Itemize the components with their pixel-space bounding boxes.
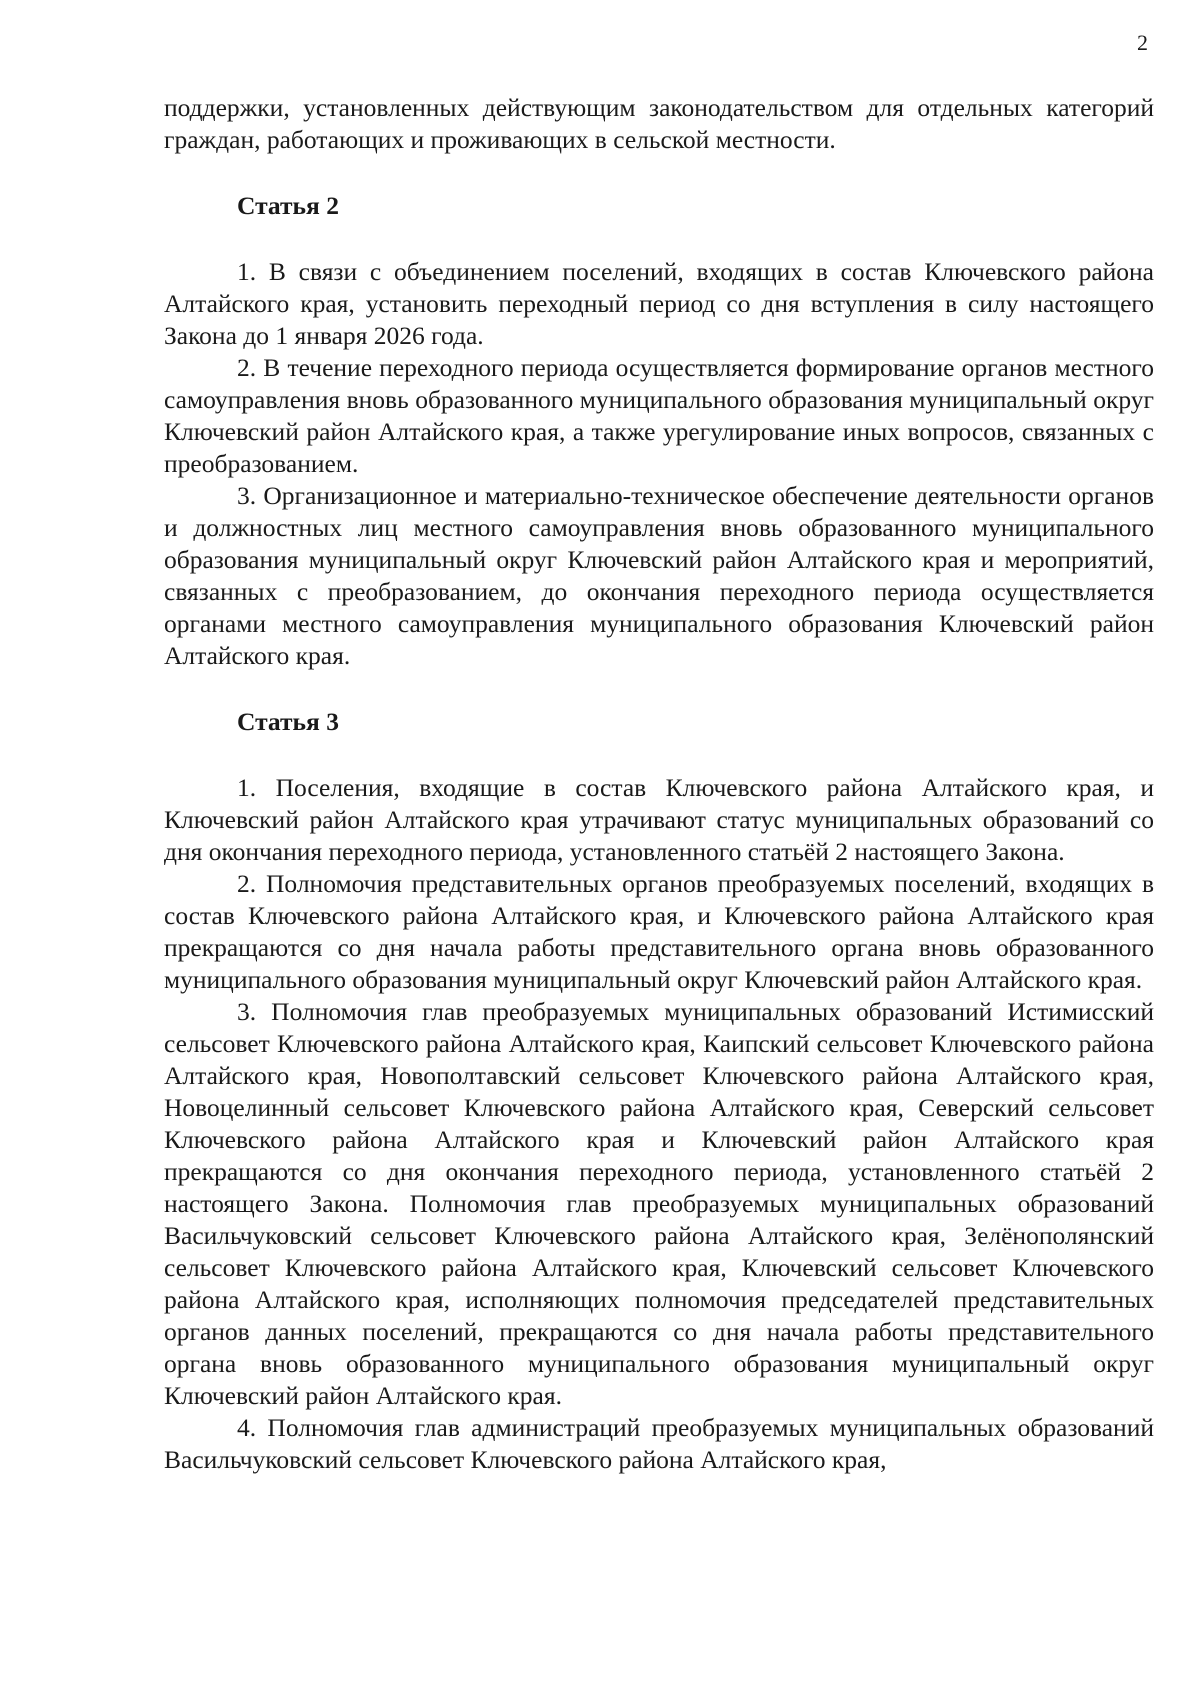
article-2-paragraph-2: 2. В течение переходного периода осуществляется формирование органов местного самоуправления вновь образованного муниципального образования муниципальный округ Ключевский район Алтайского края, а также урегулирование иных вопросов, связанных с преобразованием. bbox=[164, 353, 1154, 478]
document-body bbox=[164, 92, 1154, 1476]
article-3-paragraph-2: 2. Полномочия представительных органов преобразуемых поселений, входящих в состав Ключевского района Алтайского края, и Ключевского района Алтайского края прекращаются со дня начала работы представительного органа вновь образованного муниципального образования муниципальный округ Ключевский район Алтайского края. bbox=[164, 869, 1154, 994]
article-3-paragraph-4: 4. Полномочия глав администраций преобразуемых муниципальных образований Васильчуковский сельсовет Ключевского района Алтайского края, bbox=[164, 1413, 1154, 1474]
intro-paragraph: поддержки, установленных действующим законодательством для отдельных категорий граждан, работающих и проживающих в сельской местности. bbox=[164, 93, 1154, 154]
page-number: 2 bbox=[1137, 30, 1148, 55]
article-3-heading: Статья 3 bbox=[237, 707, 339, 736]
article-3-paragraph-1: 1. Поселения, входящие в состав Ключевского района Алтайского края, и Ключевский район Алтайского края утрачивают статус муниципальных образований со дня окончания переходного периода, установленного статьёй 2 настоящего Закона. bbox=[164, 773, 1154, 866]
article-2-paragraph-1: 1. В связи с объединением поселений, входящих в состав Ключевского района Алтайского края, установить переходный период со дня вступления в силу настоящего Закона до 1 января 2026 года. bbox=[164, 257, 1154, 350]
article-2-heading: Статья 2 bbox=[237, 191, 339, 220]
article-2-paragraph-3: 3. Организационное и материально-техническое обеспечение деятельности органов и должностных лиц местного самоуправления вновь образованного муниципального образования муниципальный округ Ключевский район Алтайского края и мероприятий, связанных с преобразованием, до окончания переходного периода осуществляется органами местного самоуправления муниципального образования Ключевский район Алтайского края. bbox=[164, 481, 1154, 670]
article-3-body bbox=[164, 772, 1154, 1476]
article-3-paragraph-3: 3. Полномочия глав преобразуемых муниципальных образований Истимисский сельсовет Ключевского района Алтайского края, Каипский сельсовет Ключевского района Алтайского края, Новополтавский сельсовет Ключевского района Алтайского края, Новоцелинный сельсовет Ключевского района Алтайского края, Северский сельсовет Ключевского района Алтайского края и Ключевский район Алтайского края прекращаются со дня окончания переходного периода, установленного статьёй 2 настоящего Закона. Полномочия глав преобразуемых муниципальных образований Васильчуковский сельсовет Ключевского района Алтайского края, Зелёнополянский сельсовет Ключевского района Алтайского края, Ключевский сельсовет Ключевского района Алтайского края, исполняющих полномочия председателей представительных органов данных поселений, прекращаются со дня начала работы представительного органа вновь образованного муниципального образования муниципальный округ Ключевский район Алтайского края. bbox=[164, 997, 1154, 1410]
article-2-body bbox=[164, 256, 1154, 672]
